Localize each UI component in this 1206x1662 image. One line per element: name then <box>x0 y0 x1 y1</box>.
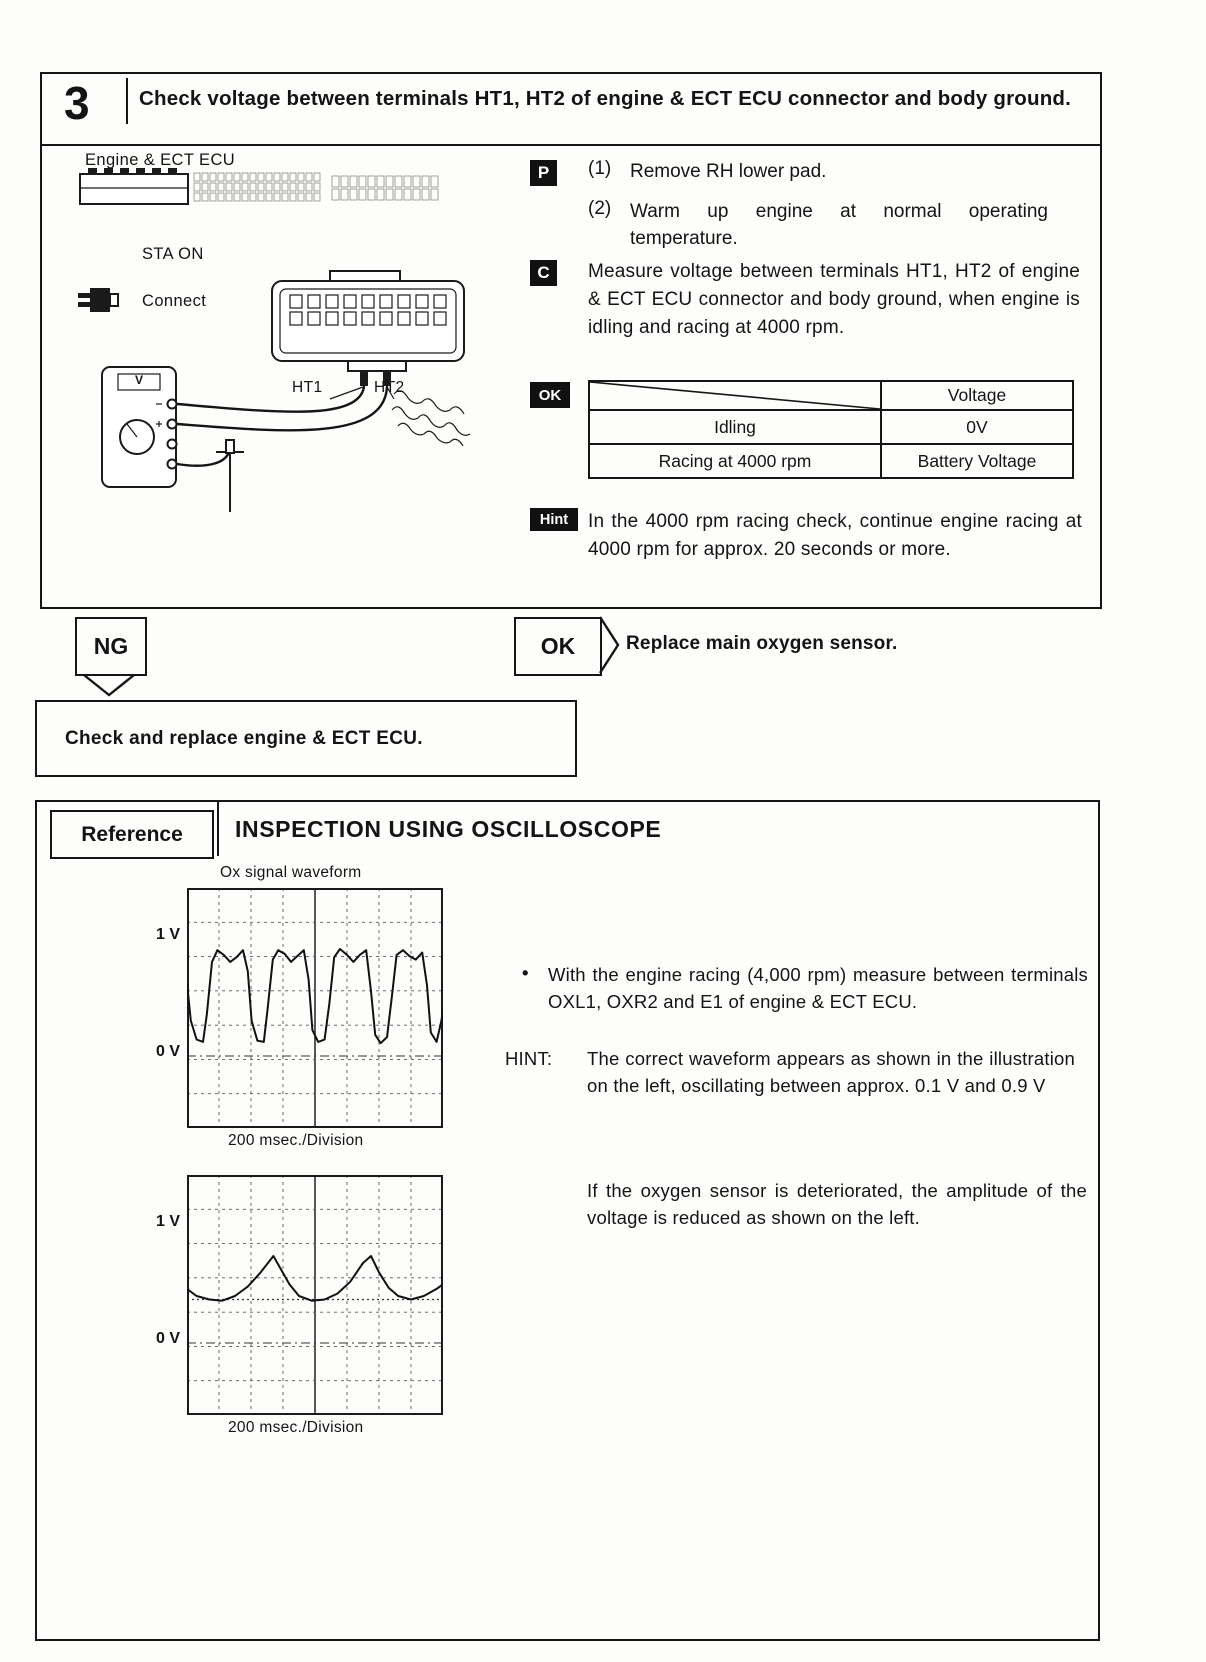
ht1-label: HT1 <box>292 379 323 396</box>
value-cell: Battery Voltage <box>881 444 1073 478</box>
deteriorated-note-text: If the oxygen sensor is deteriorated, the amplitude of the voltage is reduced as shown on the left. <box>587 1180 1087 1228</box>
step-number: 3 <box>64 77 90 129</box>
ecu-connector-label: Engine & ECT ECU <box>85 151 236 169</box>
harness-squiggle <box>398 423 463 446</box>
harness-squiggle <box>394 391 464 414</box>
ht2-label: HT2 <box>374 379 405 396</box>
waveform-label: Ox signal waveform <box>220 864 362 881</box>
sta-on-label: STA ON <box>142 245 204 263</box>
item-number: (1) <box>588 158 612 179</box>
scope1-caption: 200 msec./Division <box>228 1132 364 1149</box>
voltmeter-scale-label: V <box>134 373 143 387</box>
prepare-block <box>530 158 1090 265</box>
step-header-divider <box>126 78 128 124</box>
measure-instruction <box>522 962 1088 1016</box>
prepare-item-1 <box>588 158 1058 186</box>
ng-down-arrow-icon <box>82 674 136 697</box>
voltage-table <box>588 380 1074 479</box>
condition-cell: Idling <box>589 410 881 444</box>
reference-title: INSPECTION USING OSCILLOSCOPE <box>235 816 662 842</box>
condition-cell: Racing at 4000 rpm <box>589 444 881 478</box>
oscilloscope-normal-waveform <box>187 888 443 1128</box>
reference-hint <box>505 1046 1085 1100</box>
scope2-caption: 200 msec./Division <box>228 1419 364 1436</box>
prepare-badge: P <box>530 160 557 186</box>
hint-badge: Hint <box>530 508 578 531</box>
hint-block <box>530 508 1090 564</box>
result-block <box>530 380 1090 479</box>
ng-result-box: NG <box>75 617 147 676</box>
scope2-1v-label: 1 V <box>155 1213 180 1230</box>
ht1-wire <box>177 387 364 412</box>
connect-plug-icon <box>78 288 118 312</box>
ok-badge: OK <box>530 382 570 408</box>
check-text: Measure voltage between terminals HT1, HT2 of engine & ECT ECU connector and body ground, when engine is idling and racing at 4000 rpm. <box>588 261 1080 339</box>
check-block <box>530 258 1090 342</box>
item-text: Warm up engine at normal operating temperature. <box>630 200 1048 250</box>
reference-divider <box>217 802 219 856</box>
table-corner-cell <box>589 381 881 410</box>
item-number: (2) <box>588 197 612 219</box>
item-text: Remove RH lower pad. <box>630 161 827 182</box>
table-diagonal <box>590 382 880 409</box>
scope2-0v-label: 0 V <box>155 1330 180 1347</box>
check-badge: C <box>530 260 557 286</box>
deteriorated-note <box>587 1178 1087 1232</box>
reference-label: Reference <box>50 810 214 859</box>
ok-action-text: Replace main oxygen sensor. <box>626 633 898 654</box>
hint-text: In the 4000 rpm racing check, continue engine racing at 4000 rpm for approx. 20 seconds or more. <box>588 511 1082 561</box>
prepare-item-2 <box>588 198 1058 253</box>
hint-label: HINT: <box>505 1048 553 1069</box>
ht2-wire <box>177 387 387 430</box>
scope1-1v-label: 1 V <box>155 926 180 943</box>
value-cell: 0V <box>881 410 1073 444</box>
scope1-0v-label: 0 V <box>155 1043 180 1060</box>
connect-label: Connect <box>142 292 207 310</box>
oscilloscope-deteriorated-waveform <box>187 1175 443 1415</box>
ecu-harness-connector-drawing <box>80 168 438 204</box>
ng-action-box <box>35 700 577 777</box>
ok-chevron-icon <box>599 616 621 674</box>
reference-hint-text: The correct waveform appears as shown in the illustration on the left, oscillating between approx. 0.1 V and 0.9 V <box>587 1048 1075 1096</box>
measure-instruction-text: With the engine racing (4,000 rpm) measure between terminals OXL1, OXR2 and E1 of engine & ECT ECU. <box>548 964 1088 1012</box>
reference-section <box>35 800 1100 1641</box>
bullet-icon: • <box>522 962 529 983</box>
voltage-header-cell: Voltage <box>881 381 1073 410</box>
ground-probe-drawing <box>177 440 244 512</box>
ok-result-box: OK <box>514 617 602 676</box>
diagnostic-step-box <box>40 72 1102 609</box>
ng-action-text: Check and replace engine & ECT ECU. <box>65 727 423 749</box>
wiring-diagram <box>42 144 512 604</box>
step-title: Check voltage between terminals HT1, HT2 of engine & ECT ECU connector and body ground. <box>139 87 1072 110</box>
